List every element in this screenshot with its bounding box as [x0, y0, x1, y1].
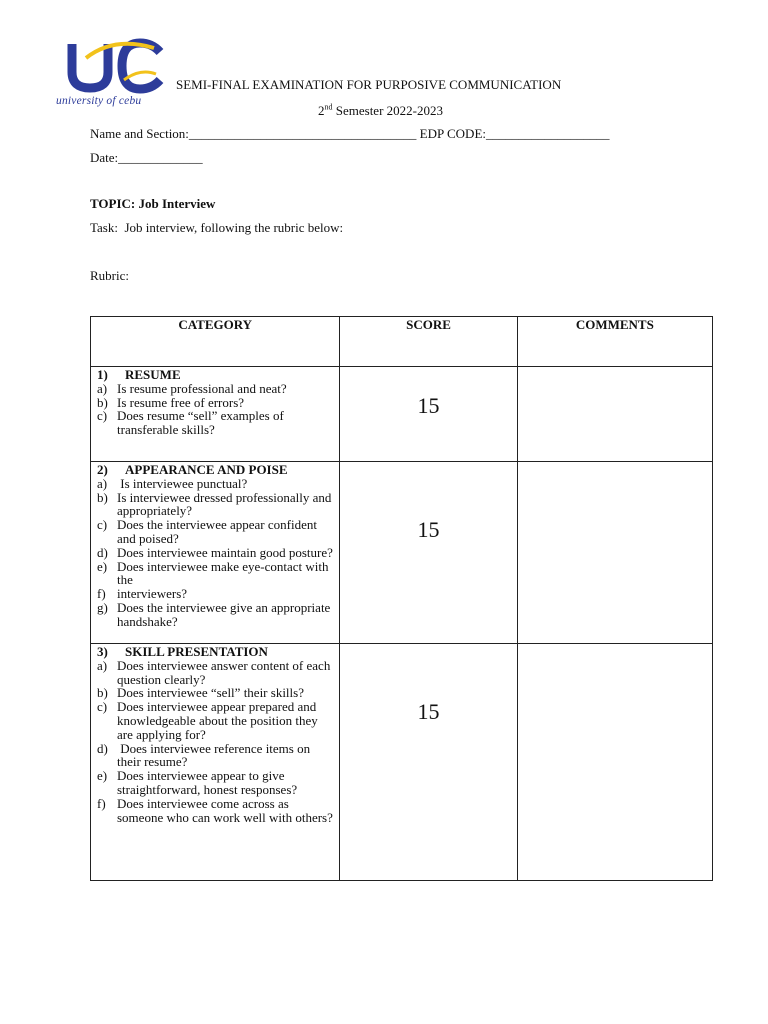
name-section-field: Name and Section:___________________________________ EDP CODE:___________________ — [90, 126, 610, 141]
topic-heading: TOPIC: Job Interview — [90, 196, 216, 211]
exam-title: SEMI-FINAL EXAMINATION FOR PURPOSIVE COMMUNICATION — [176, 77, 562, 92]
list-item: a) Is interviewee punctual? — [97, 475, 248, 491]
table-header-row — [91, 317, 713, 367]
score-cell — [340, 462, 517, 644]
list-item: e) Does interviewee make eye-contact with the — [97, 558, 329, 588]
table-row — [91, 367, 713, 462]
score-value: 15 — [417, 393, 440, 418]
list-item: a) Does interviewee answer content of each question clearly? — [97, 657, 331, 687]
university-logo — [56, 38, 168, 107]
comments-header: COMMENTS — [517, 317, 712, 367]
list-item: c) Does the interviewee appear confident and poised? — [97, 517, 317, 546]
list-item: g) Does the interviewee give an appropriate handshake? — [97, 599, 331, 629]
task-text: Task: Job interview, following the rubric below: — [90, 220, 344, 235]
score-value: 15 — [417, 699, 440, 724]
comments-cell — [517, 367, 712, 462]
university-name: university of cebu — [56, 95, 142, 107]
table-row — [91, 462, 713, 644]
category-cell — [91, 644, 340, 881]
comments-cell — [517, 644, 712, 881]
section-heading: 1) RESUME — [97, 367, 181, 382]
rubric-label: Rubric: — [90, 268, 129, 283]
uc-logo-mark — [56, 38, 168, 96]
table-row — [91, 644, 713, 881]
list-item: d) Does interviewee reference items on their resume? — [97, 740, 314, 770]
semester-line: 2nd Semester 2022-2023 — [318, 102, 443, 118]
category-header: CATEGORY — [91, 317, 340, 367]
list-item: c) Does resume “sell” examples of transferable skills? — [97, 408, 284, 438]
list-item: c) Does interviewee appear prepared and knowledgeable about the position they are applying for? — [97, 699, 318, 742]
section-heading: 3) SKILL PRESENTATION — [97, 644, 268, 659]
score-value: 15 — [417, 517, 440, 542]
comments-cell — [517, 462, 712, 644]
list-item: d) Does interviewee maintain good posture? — [97, 544, 333, 560]
rubric-table — [90, 316, 713, 881]
list-item: e) Does interviewee appear to give straightforward, honest responses? — [97, 768, 298, 797]
list-item: b) Does interviewee “sell” their skills? — [97, 685, 304, 701]
list-item: b) Is resume free of errors? — [97, 394, 245, 410]
score-cell — [340, 367, 517, 462]
list-item: f) interviewers? — [97, 586, 188, 602]
list-item: a) Is resume professional and neat? — [97, 380, 287, 396]
date-field: Date:_____________ — [90, 150, 203, 165]
section-heading: 2) APPEARANCE AND POISE — [97, 462, 288, 477]
category-cell — [91, 367, 340, 462]
score-header: SCORE — [340, 317, 517, 367]
list-item: f) Does interviewee come across as someone who can work well with others? — [97, 795, 333, 825]
score-cell — [340, 644, 517, 881]
category-cell — [91, 462, 340, 644]
list-item: b) Is interviewee dressed professionally and appropriately? — [97, 489, 332, 519]
